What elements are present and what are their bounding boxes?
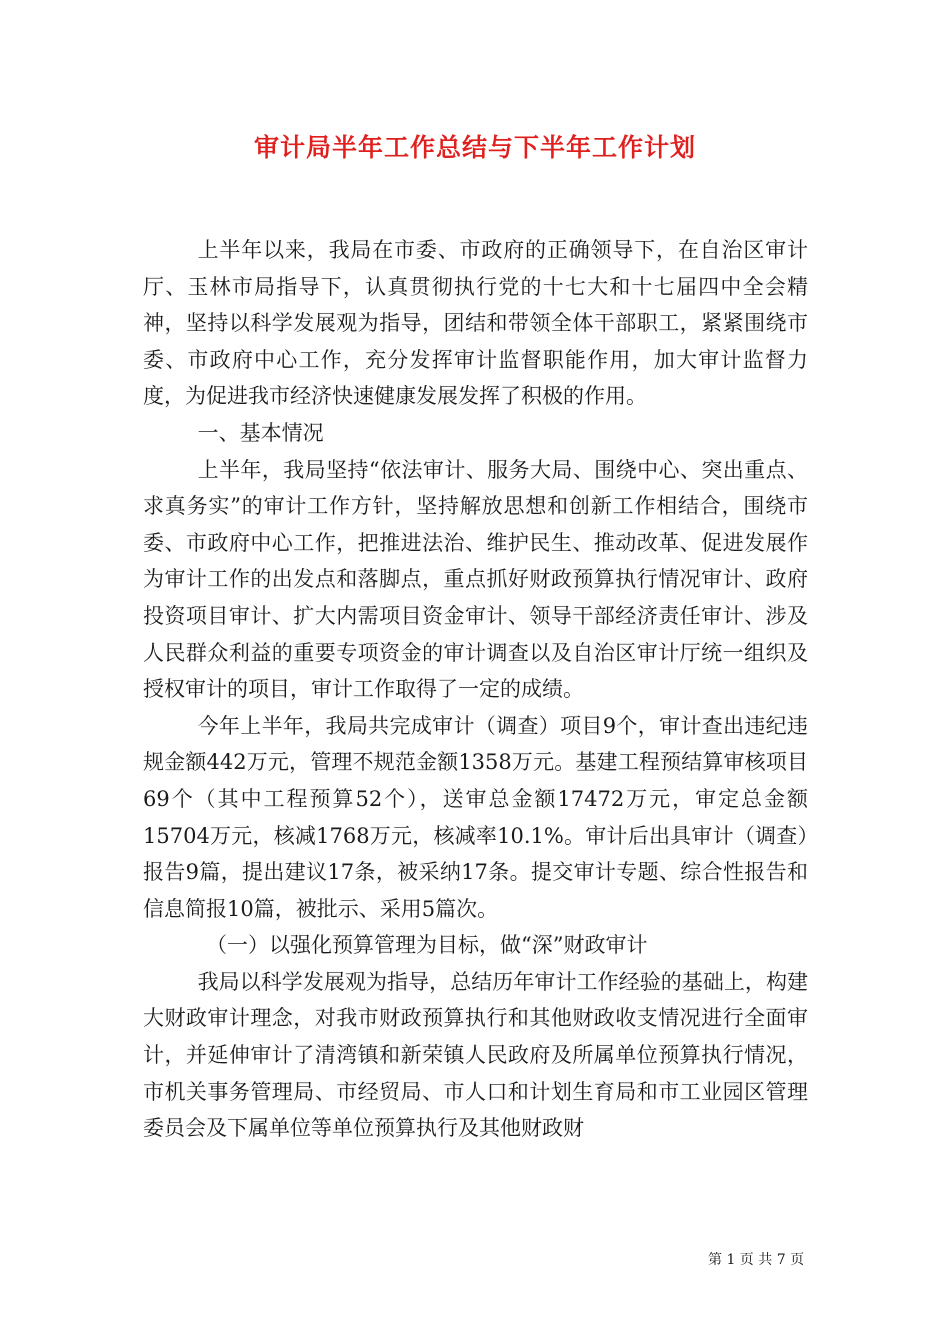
basic-situation-paragraph: 上半年，我局坚持“依法审计、服务大局、围绕中心、突出重点、求真务实”的审计工作方针，坚持解放思想和创新工作相结合，围绕市委、市政府中心工作，把推进法治、维护民生、推动改革、促进发展作为审计工作的出发点和落脚点，重点抓好财政预算执行情况审计、政府投资项目审计、扩大内需项目资金审计、领导干部经济责任审计、涉及人民群众利益的重要专项资金的审计调查以及自治区审计厅统一组织及授权审计的项目，审计工作取得了一定的成绩。	[143, 457, 808, 702]
intro-paragraph: 上半年以来，我局在市委、市政府的正确领导下，在自治区审计厅、玉林市局指导下，认真贯彻执行党的十七大和十七届四中全会精神，坚持以科学发展观为指导，团结和带领全体干部职工，紧紧围绕市委、市政府中心工作，充分发挥审计监督职能作用，加大审计监督力度，为促进我市经济快速健康发展发挥了积极的作用。	[143, 238, 808, 409]
statistics-paragraph: 今年上半年，我局共完成审计（调查）项目9个，审计查出违纪违规金额442万元，管理不规范金额1358万元。基建工程预结算审核项目69个（其中工程预算52个），送审总金额17472万元，审定总金额15704万元，核减1768万元，核减率10.1%。审计后出具审计（调查）报告9篇，提出建议17条，被采纳17条。提交审计专题、综合性报告和信息简报10篇，被批示、采用5篇次。	[143, 713, 808, 921]
section-heading-basic: 一、基本情况	[197, 420, 324, 445]
subsection-heading-finance-audit: （一）以强化预算管理为目标，做“深”财政审计	[206, 933, 648, 958]
document-body	[143, 232, 808, 1147]
finance-audit-paragraph: 我局以科学发展观为指导，总结历年审计工作经验的基础上，构建大财政审计理念，对我市财政预算执行和其他财政收支情况进行全面审计，并延伸审计了清湾镇和新荣镇人民政府及所属单位预算执行情况，市机关事务管理局、市经贸局、市人口和计划生育局和市工业园区管理委员会及下属单位等单位预算执行及其他财政财	[143, 969, 808, 1141]
page-number-footer: 第 1 页 共 7 页	[708, 1252, 805, 1268]
document-title: 审计局半年工作总结与下半年工作计划	[253, 133, 696, 162]
